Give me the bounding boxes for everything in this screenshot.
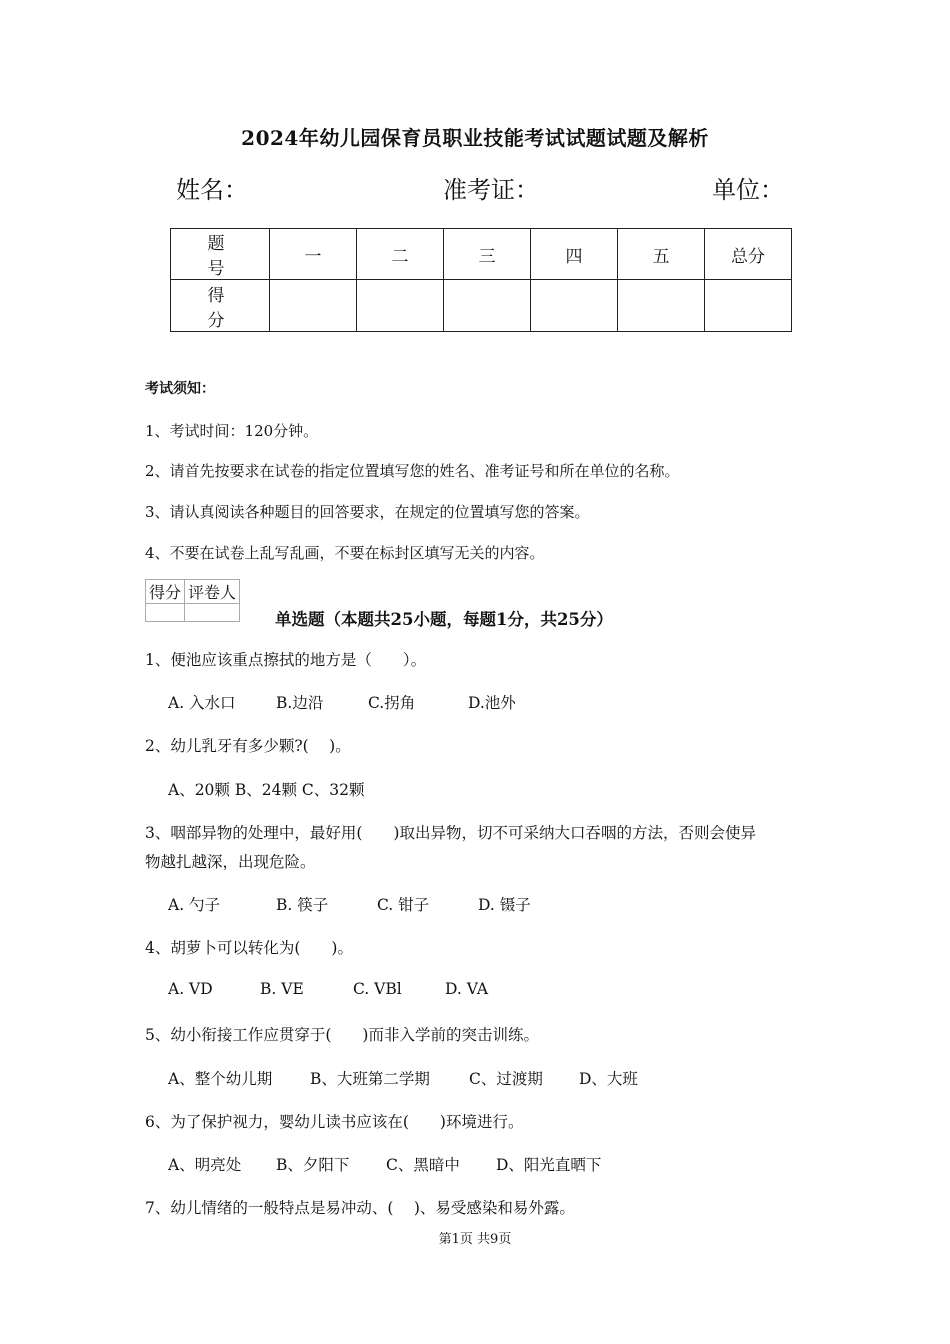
option-b[interactable]: B、夕阳下 [276,1156,350,1174]
option-a[interactable]: A. VD [168,980,213,998]
question-4: 4、胡萝卜可以转化为( )。 [145,939,353,957]
question-6-options [168,1153,601,1175]
option-c[interactable]: C、过渡期 [469,1070,543,1088]
option-b[interactable]: B.边沿 [276,694,324,712]
question-2-options [168,778,364,800]
section-4-score-cell[interactable] [531,280,618,332]
section-1-header: 一 [270,229,357,280]
option-c[interactable]: C. 钳子 [377,896,430,914]
total-score-cell[interactable] [705,280,792,332]
section-3-header: 三 [444,229,531,280]
section-2-score-cell[interactable] [357,280,444,332]
score-table-score-row [171,280,792,332]
notice-item: 2、请首先按要求在试卷的指定位置填写您的姓名、准考证号和所在单位的名称。 [145,462,680,480]
total-header: 总分 [705,229,792,280]
unit-field-label: 单位： [712,176,784,204]
question-3-options [168,893,531,915]
name-field-label: 姓名： [176,176,248,204]
grader-name-cell[interactable] [185,604,240,622]
option-c[interactable]: C.拐角 [368,694,416,712]
question-3: 3、咽部异物的处理中，最好用( )取出异物，切不可采纳大口吞咽的方法，否则会使异 [145,824,756,842]
grader-score-cell[interactable] [146,604,185,622]
section-5-score-cell[interactable] [618,280,705,332]
question-4-options [168,980,488,998]
grader-box [145,579,240,622]
notice-heading: 考试须知： [145,381,215,397]
option-b[interactable]: B. VE [260,980,304,998]
grader-score-label: 得分 [146,580,185,604]
section-4-header: 四 [531,229,618,280]
option-a[interactable]: A. 勺子 [168,896,221,914]
question-2: 2、幼儿乳牙有多少颗?( )。 [145,737,351,755]
option-d[interactable]: D. VA [445,980,489,998]
question-5-options [168,1067,638,1089]
notice-item: 3、请认真阅读各种题目的回答要求，在规定的位置填写您的答案。 [145,503,590,521]
section-5-header: 五 [618,229,705,280]
option-a[interactable]: A、明亮处 [168,1156,242,1174]
notice-item: 1、考试时间：120分钟。 [145,422,319,440]
option-c[interactable]: C. VBl [353,980,402,998]
document-title: 2024年幼儿园保育员职业技能考试试题试题及解析 [241,126,709,150]
score-table [170,228,792,332]
option-c[interactable]: C、黑暗中 [386,1156,460,1174]
question-5: 5、幼小衔接工作应贯穿于( )而非入学前的突击训练。 [145,1026,539,1044]
question-7: 7、幼儿情绪的一般特点是易冲动、( )、易受感染和易外露。 [145,1199,575,1217]
notice-item: 4、不要在试卷上乱写乱画，不要在标封区填写无关的内容。 [145,544,545,562]
option-a[interactable]: A、整个幼儿期 [168,1070,273,1088]
question-number-label: 题 号 [171,229,270,280]
section-1-score-cell[interactable] [270,280,357,332]
question-6: 6、为了保护视力，婴幼儿读书应该在( )环境进行。 [145,1113,524,1131]
option-a[interactable]: A. 入水口 [168,694,236,712]
question-1: 1、便池应该重点擦拭的地方是（ ）。 [145,651,427,669]
score-table-header-row [171,229,792,280]
option-d[interactable]: D、大班 [579,1070,638,1088]
score-label: 得 分 [171,280,270,332]
grader-name-label: 评卷人 [185,580,240,604]
section-title: 单选题（本题共25小题，每题1分，共25分） [275,610,613,629]
option-b[interactable]: B. 筷子 [276,896,329,914]
option-abc[interactable]: A、20颗 B、24颗 C、32颗 [168,781,365,799]
option-d[interactable]: D. 镊子 [478,896,531,914]
option-d[interactable]: D.池外 [468,694,516,712]
page-footer: 第1页 共9页 [438,1232,512,1247]
question-1-options [168,691,516,713]
question-3-continued: 物越扎越深，出现危险。 [145,853,316,871]
option-b[interactable]: B、大班第二学期 [310,1070,430,1088]
option-d[interactable]: D、阳光直晒下 [496,1156,602,1174]
section-3-score-cell[interactable] [444,280,531,332]
section-2-header: 二 [357,229,444,280]
exam-number-field-label: 准考证： [443,176,539,204]
